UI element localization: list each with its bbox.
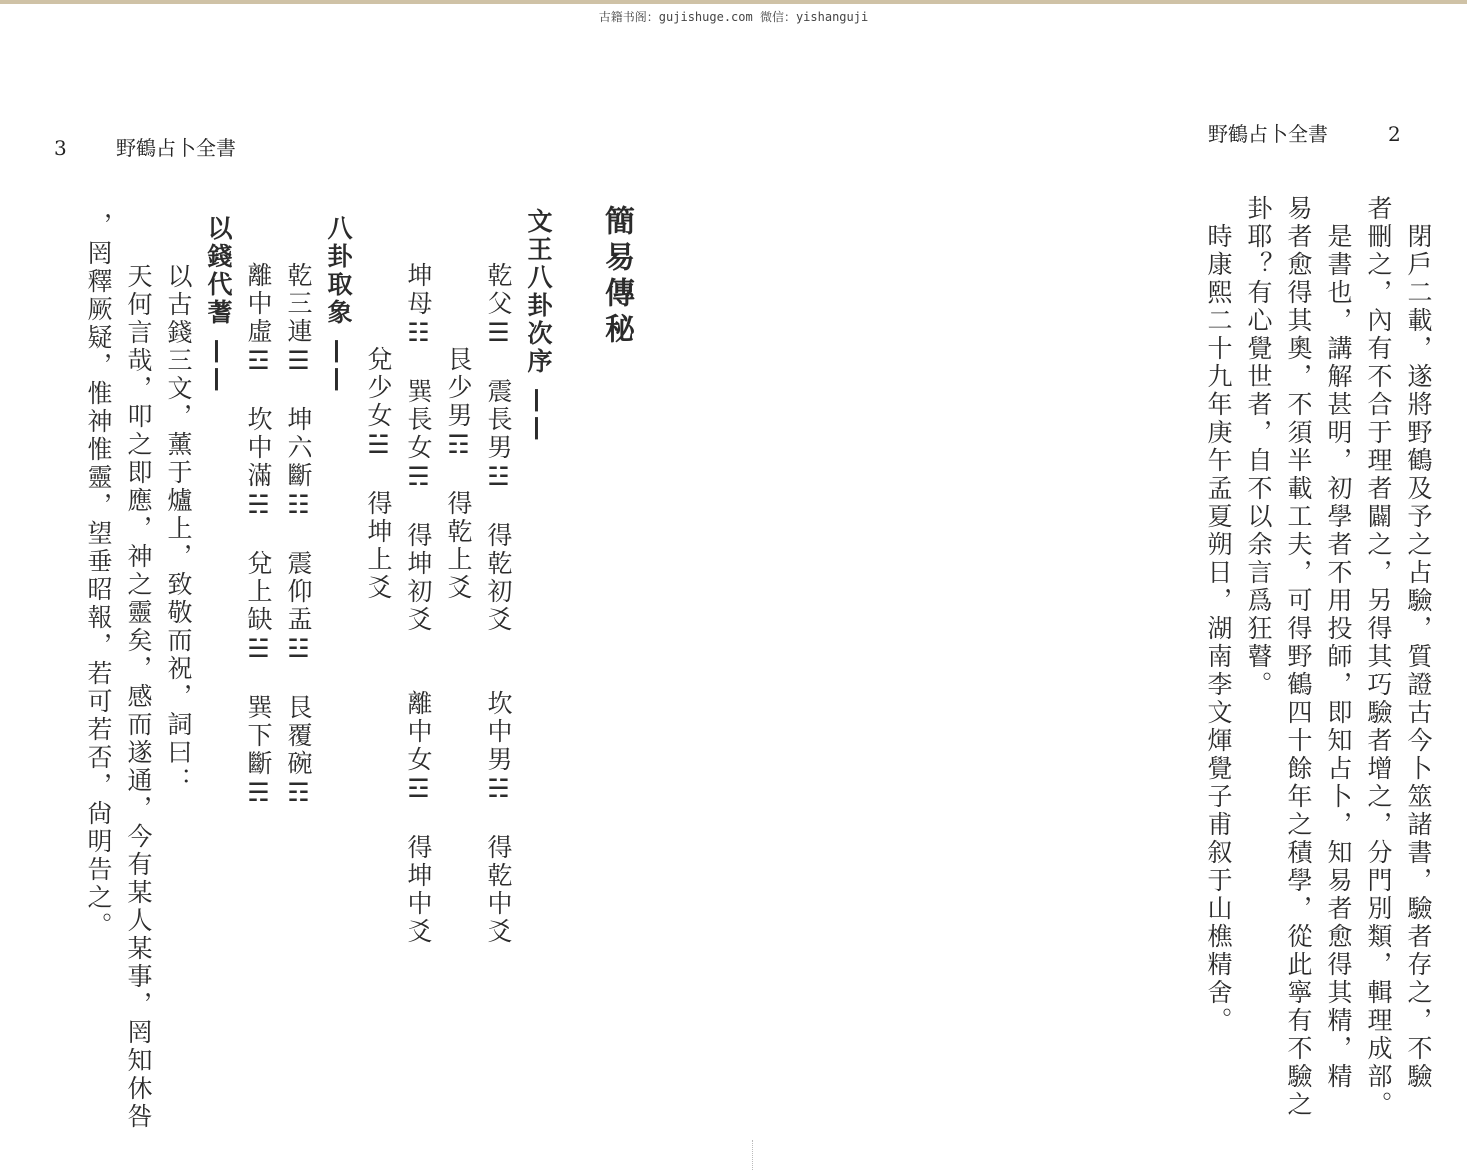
imagery-row-1: 乾三連☰ 坤六斷☷ 震仰盂☳ 艮覆碗☶ (284, 262, 313, 810)
body-line-1: 以古錢三文，薰于爐上，致敬而祝，詞曰： (164, 235, 193, 795)
left-page-number: 3 (54, 136, 67, 160)
section-title: 簡易傳秘 (599, 205, 634, 349)
top-border (0, 0, 1467, 4)
right-page-number: 2 (1388, 122, 1401, 146)
preface-line-1: 閉戶二載，遂將野鶴及予之占驗，質證古今卜筮諸書，驗者存之，不驗 (1404, 195, 1433, 1091)
section-heading-order: 文王八卦次序 —— (524, 208, 553, 444)
trigram-row-3: 坤母☷ 巽長女☴ 得坤初爻 離中女☲ 得坤中爻 (404, 262, 433, 946)
right-page-header: 野鶴占卜全書 (1208, 122, 1328, 146)
preface-line-2: 者刪之，內有不合于理者闢之，另得其巧驗者增之，分門別類，輯理成部。 (1364, 195, 1393, 1119)
section-heading-coins: 以錢代蓍 —— (204, 215, 233, 395)
preface-line-4: 易者愈得其奧，不須半載工夫，可得野鶴四十餘年之積學，從此寧有不驗之 (1284, 195, 1313, 1119)
watermark-text: 古籍书阁：gujishuge.com 微信：yishanguji (598, 10, 869, 24)
trigram-row-4: 兌少女☱ 得坤上爻 (364, 262, 393, 602)
body-line-2: 天何言哉，叩之即應，神之靈矣，感而遂通，今有某人某事，罔知休咎 (124, 235, 153, 1131)
trigram-row-2: 艮少男☶ 得乾上爻 (444, 262, 473, 602)
preface-line-5: 卦耶？有心覺世者，自不以余言爲狂瞽。 (1244, 195, 1273, 699)
section-heading-imagery: 八卦取象 —— (324, 215, 353, 395)
body-line-3: ，罔釋厥疑，惟神惟靈，望垂昭報，若可若否，尙明告之。 (84, 212, 113, 940)
trigram-row-1: 乾父☰ 震長男☳ 得乾初爻 坎中男☵ 得乾中爻 (484, 262, 513, 946)
preface-line-3: 是書也，講解甚明，初學者不用投師，即知占卜，知易者愈得其精，精 (1324, 195, 1353, 1091)
preface-line-6: 時康熙二十九年庚午孟夏朔日，湖南李文煇覺子甫叙于山樵精舍。 (1204, 195, 1233, 1035)
left-page-header: 野鶴占卜全書 (116, 136, 236, 160)
page-gutter (752, 1140, 759, 1170)
imagery-row-2: 離中虛☲ 坎中滿☵ 兌上缺☱ 巽下斷☴ (244, 262, 273, 810)
